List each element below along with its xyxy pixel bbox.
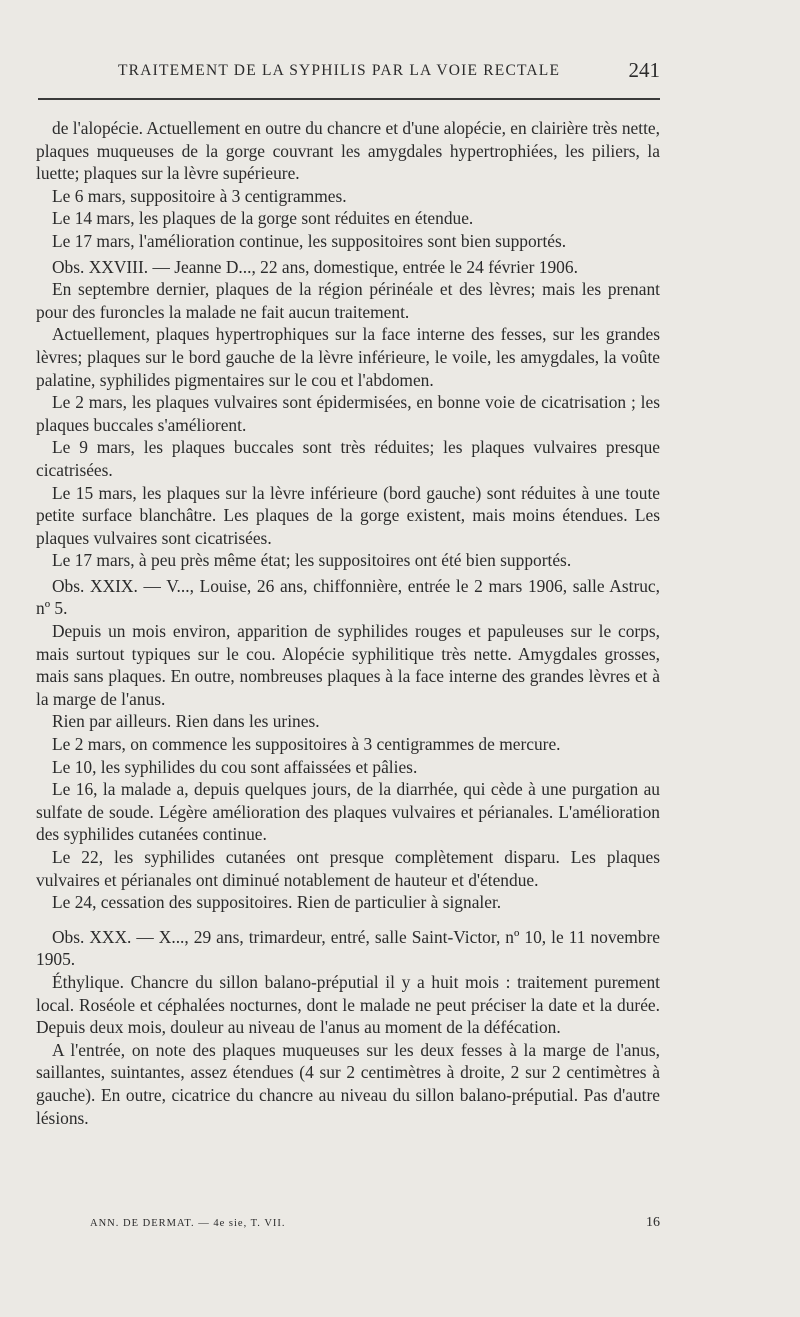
paragraph: Actuellement, plaques hypertrophiques sur la face interne des fesses, sur les grandes lèvres; plaques sur le bord gauche de la lèvre inférieure, le voile, les amygdales, la voûte palatine, syphilides pigmentaires sur le cou et l'abdomen. [36,324,660,390]
paragraph: Le 17 mars, à peu près même état; les suppositoires ont été bien supportés. [52,550,572,571]
paragraph: Éthylique. Chancre du sillon balano-préputial il y a huit mois : traitement purement local. Roséole et céphalées nocturnes, dont le malade ne peut préciser la date et la durée. Depuis deux mois, douleur au niveau de l'anus au moment de la défécation. [36,971,660,1038]
paragraph: Le 24, cessation des suppositoires. Rien de particulier à signaler. [52,892,502,913]
paragraph: Le 2 mars, on commence les suppositoires à 3 centigrammes de mercure. [52,734,561,755]
header-rule [38,98,660,100]
page-footer [90,1215,660,1233]
page-number: 241 [628,58,660,82]
paragraph: Depuis un mois environ, apparition de syphilides rouges et papuleuses sur le corps, mais surtout typiques sur le cou. Alopécie syphilitique très nette. Amygdales grosses, mais sans plaques. En outre, nombreuses plaques à la face interne des grandes lèvres et à la marge de l'anus. [36,621,660,709]
paragraph: A l'entrée, on note des plaques muqueuses sur les deux fesses à la marge de l'anus, saillantes, suintantes, assez étendues (4 sur 2 centimètres à droite, 2 sur 2 centimètres à gauche). En outre, cicatrice du chancre au niveau du sillon balano-préputial. Pas d'autre lésions. [36,1039,660,1128]
page-header [38,58,660,86]
observation-heading: Obs. XXX. — X..., 29 ans, trimardeur, entré, salle Saint-Victor, nº 10, le 11 novembre 1905. [36,926,660,970]
observation-heading: Obs. XXVIII. — Jeanne D..., 22 ans, domestique, entrée le 24 février 1906. [52,256,578,277]
paragraph: Le 9 mars, les plaques buccales sont très réduites; les plaques vulvaires presque cicatrisées. [36,437,660,480]
paragraph: Le 2 mars, les plaques vulvaires sont épidermisées, en bonne voie de cicatrisation ; les plaques buccales s'améliorent. [36,392,660,435]
paragraph: Le 15 mars, les plaques sur la lèvre inférieure (bord gauche) sont réduites à une toute petite surface blanchâtre. Les plaques de la gorge existent, mais moins étendues. Les plaques vulvaires sont cicatrisées. [36,482,660,548]
observation-heading: Obs. XXIX. — V..., Louise, 26 ans, chiffonnière, entrée le 2 mars 1906, salle Astruc, nº 5. [36,575,660,619]
paragraph: Le 17 mars, l'amélioration continue, les suppositoires sont bien supportés. [52,230,567,251]
paragraph: Le 10, les syphilides du cou sont affaissées et pâlies. [52,756,418,777]
paragraph: Le 16, la malade a, depuis quelques jours, de la diarrhée, qui cède à une purgation au sulfate de soude. Légère amélioration des plaques vulvaires et périanales. L'amélioration des syphilides cutanées continue. [36,779,660,845]
signature-mark: 16 [646,1215,660,1230]
paragraph: En septembre dernier, plaques de la région périnéale et des lèvres; mais les prenant pour des furoncles la malade ne fait aucun traitement. [36,279,660,322]
journal-reference: ANN. DE DERMAT. — 4e sie, T. VII. [90,1218,286,1229]
paragraph: Rien par ailleurs. Rien dans les urines. [52,711,320,732]
body-text [36,117,660,1129]
running-title: TRAITEMENT DE LA SYPHILIS PAR LA VOIE RECTALE [118,62,561,79]
paragraph: Le 14 mars, les plaques de la gorge sont réduites en étendue. [52,208,474,229]
paragraph: Le 22, les syphilides cutanées ont presque complètement disparu. Les plaques vulvaires et périanales ont diminué notablement de hauteur et d'étendue. [36,847,660,890]
paragraph: Le 6 mars, suppositoire à 3 centigrammes. [52,185,347,206]
paragraph: de l'alopécie. Actuellement en outre du chancre et d'une alopécie, en clairière très nette, plaques muqueuses de la gorge couvrant les amygdales hypertrophiées, les piliers, la luette; plaques sur la lèvre supérieure. [36,118,660,184]
